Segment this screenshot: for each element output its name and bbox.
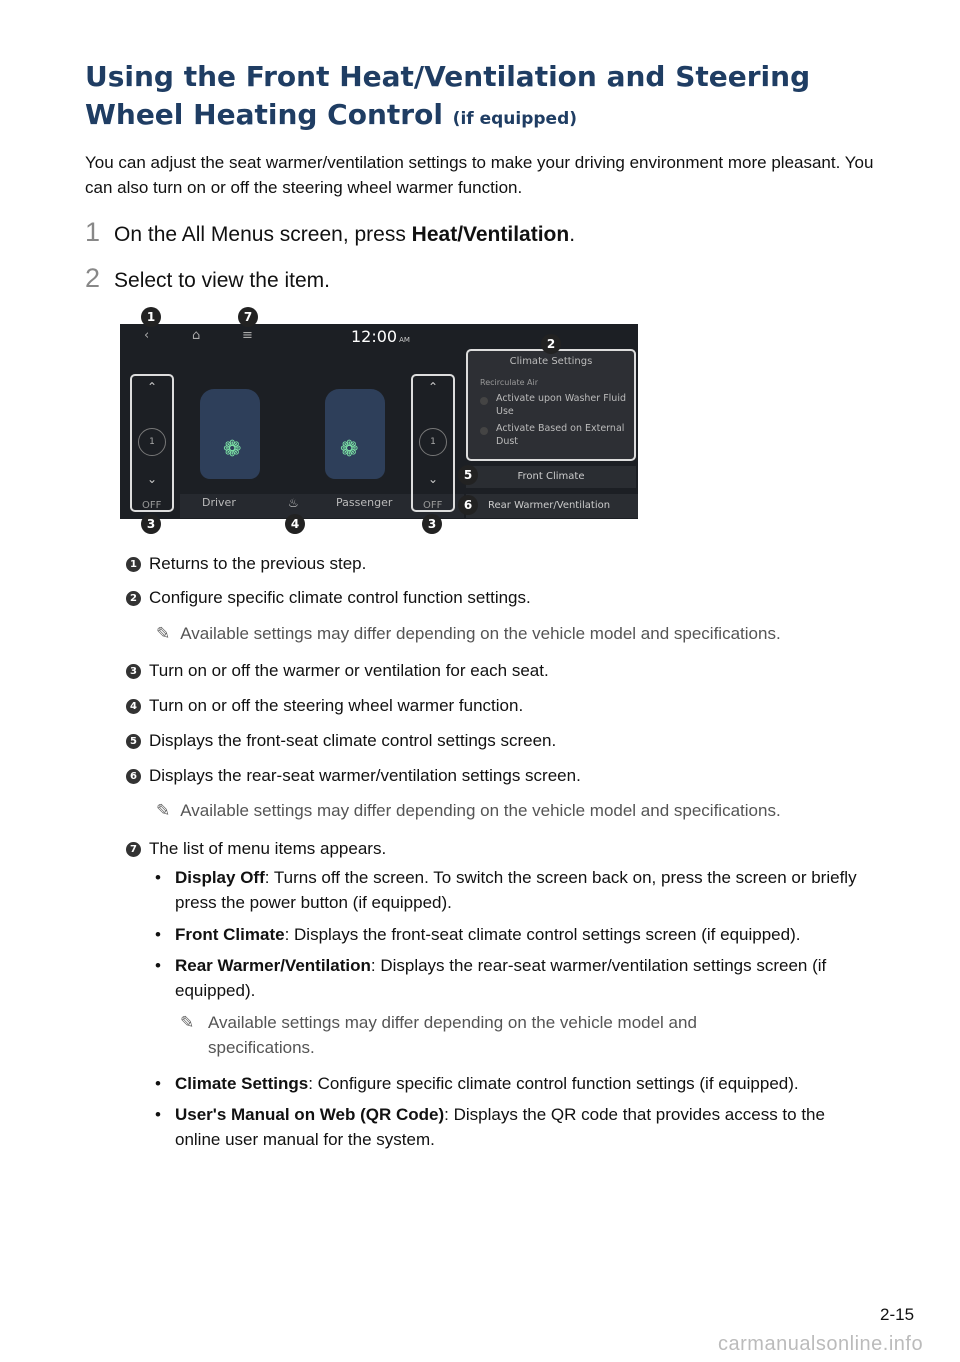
- bullet-text: : Displays the front-seat climate control settings screen (if equipped).: [284, 925, 801, 944]
- pencil-icon: ✎: [156, 801, 171, 820]
- steering-wheel-heat-icon[interactable]: ♨: [288, 496, 299, 510]
- chevron-down-icon[interactable]: ⌄: [427, 472, 439, 486]
- popup-option-washer[interactable]: Activate upon Washer Fluid Use: [496, 393, 626, 417]
- list-item: [126, 552, 366, 576]
- popup-section: Recirculate Air: [480, 378, 539, 387]
- radio-icon[interactable]: [480, 397, 488, 405]
- callout-1: 1: [141, 307, 161, 327]
- step-number: 2: [85, 263, 101, 293]
- bullet-term: Front Climate: [175, 925, 285, 944]
- clock-time: 12:00: [351, 327, 398, 346]
- bullet-dot: •: [155, 956, 161, 975]
- passenger-label: Passenger: [336, 496, 393, 509]
- front-climate-button[interactable]: Front Climate: [466, 466, 636, 488]
- chevron-down-icon[interactable]: ⌄: [146, 472, 158, 486]
- item-badge: 7: [126, 842, 141, 857]
- step-text-end: .: [569, 223, 576, 246]
- heat-ventilation-screen: [120, 324, 638, 519]
- list-item: [126, 694, 523, 718]
- callout-3b: 3: [422, 514, 442, 534]
- bullet-display-off: [155, 865, 885, 915]
- bullet-rear-warmer: [155, 953, 835, 1003]
- item-text: Returns to the previous step.: [149, 554, 367, 573]
- bullet-text: : Turns off the screen. To switch the screen back on, press the screen or briefly press the power button (if equipped).: [175, 868, 857, 912]
- bullet-text: : Configure specific climate control function settings (if equipped).: [308, 1074, 799, 1093]
- title-main: Using the Front Heat/Ventilation and Steering Wheel Heating Control: [85, 60, 811, 131]
- bullet-term: Display Off: [175, 868, 265, 887]
- page-title: [85, 58, 885, 138]
- bullet-text: : Displays the rear-seat warmer/ventilation settings screen (if equipped).: [175, 956, 827, 1000]
- callout-5: 5: [458, 465, 478, 485]
- passenger-seat-control[interactable]: [411, 374, 455, 512]
- item-badge: 4: [126, 699, 141, 714]
- climate-settings-popup[interactable]: [466, 349, 636, 461]
- step-2: [85, 264, 330, 295]
- list-item: [126, 837, 386, 861]
- step-text: On the All Menus screen, press: [114, 223, 412, 246]
- bullet-dot: •: [155, 868, 161, 887]
- fan-icon: ❁: [223, 437, 242, 462]
- item-badge: 2: [126, 591, 141, 606]
- list-item: [126, 586, 531, 610]
- list-item: [126, 764, 581, 788]
- note-text: Available settings may differ depending on the vehicle model and specifications.: [180, 624, 781, 643]
- popup-title: Climate Settings: [509, 356, 593, 367]
- bullet-dot: •: [155, 1074, 161, 1093]
- bullet-dot: •: [155, 1105, 161, 1124]
- bullet-front-climate: [155, 922, 885, 947]
- step-1: [85, 218, 575, 249]
- status-bar: [120, 324, 638, 352]
- back-icon[interactable]: ‹: [144, 328, 150, 343]
- bullet-climate-settings: [155, 1071, 885, 1096]
- list-item: [126, 659, 549, 683]
- driver-seat-level: 1: [138, 428, 166, 456]
- driver-off-button[interactable]: OFF: [142, 500, 162, 511]
- bullet-term: Rear Warmer/Ventilation: [175, 956, 371, 975]
- step-bold: Heat/Ventilation: [411, 223, 570, 246]
- note-text: Available settings may differ depending on the vehicle model and specifications.: [208, 1013, 697, 1057]
- passenger-seat-image: [325, 389, 385, 479]
- callout-3: 3: [141, 514, 161, 534]
- item-text: Configure specific climate control function settings.: [149, 588, 531, 607]
- note: [180, 1010, 800, 1060]
- driver-seat-image: [200, 389, 260, 479]
- note: [156, 798, 781, 823]
- intro-paragraph: You can adjust the seat warmer/ventilation settings to make your driving environment more pleasant. You can also turn on or off the steering wheel warmer function.: [85, 153, 874, 197]
- bullet-term: User's Manual on Web (QR Code): [175, 1105, 445, 1124]
- passenger-seat-level: 1: [419, 428, 447, 456]
- callout-7: 7: [238, 307, 258, 327]
- chevron-up-icon[interactable]: ⌃: [427, 380, 439, 394]
- passenger-off-button[interactable]: OFF: [423, 500, 443, 511]
- chevron-up-icon[interactable]: ⌃: [146, 380, 158, 394]
- callout-6: 6: [458, 495, 478, 515]
- item-text: The list of menu items appears.: [149, 839, 387, 858]
- pencil-icon: ✎: [156, 624, 171, 643]
- bullet-term: Climate Settings: [175, 1074, 309, 1093]
- callout-2: 2: [541, 334, 561, 354]
- rear-warmer-button[interactable]: Rear Warmer/Ventilation: [466, 494, 638, 518]
- note-text: Available settings may differ depending on the vehicle model and specifications.: [180, 801, 781, 820]
- menu-icon[interactable]: ≡: [242, 328, 253, 343]
- item-text: Turn on or off the warmer or ventilation for each seat.: [149, 661, 549, 680]
- watermark: carmanualsonline.info: [718, 1333, 924, 1355]
- bullet-users-manual: [155, 1102, 855, 1152]
- bullet-text: : Displays the QR code that provides access to the online user manual for the system.: [175, 1105, 825, 1149]
- driver-label: Driver: [202, 496, 236, 509]
- item-text: Displays the rear-seat warmer/ventilation settings screen.: [149, 766, 581, 785]
- home-icon[interactable]: ⌂: [192, 328, 201, 343]
- title-qualifier: (if equipped): [452, 109, 578, 129]
- callout-4: 4: [285, 514, 305, 534]
- driver-seat-control[interactable]: [130, 374, 174, 512]
- note: [156, 621, 781, 646]
- item-badge: 1: [126, 557, 141, 572]
- step-number: 1: [85, 217, 101, 247]
- pencil-icon: ✎: [180, 1013, 195, 1032]
- step-text: Select to view the item.: [114, 269, 330, 292]
- fan-icon: ❁: [340, 437, 359, 462]
- clock: [351, 327, 410, 346]
- bullet-dot: •: [155, 925, 161, 944]
- list-item: [126, 729, 556, 753]
- item-badge: 6: [126, 769, 141, 784]
- item-badge: 3: [126, 664, 141, 679]
- page-number: 2-15: [880, 1305, 915, 1324]
- item-text: Displays the front-seat climate control settings screen.: [149, 731, 557, 750]
- clock-ampm: AM: [399, 336, 410, 344]
- item-badge: 5: [126, 734, 141, 749]
- radio-icon[interactable]: [480, 427, 488, 435]
- popup-option-dust[interactable]: Activate Based on External Dust: [496, 423, 625, 447]
- item-text: Turn on or off the steering wheel warmer function.: [149, 696, 524, 715]
